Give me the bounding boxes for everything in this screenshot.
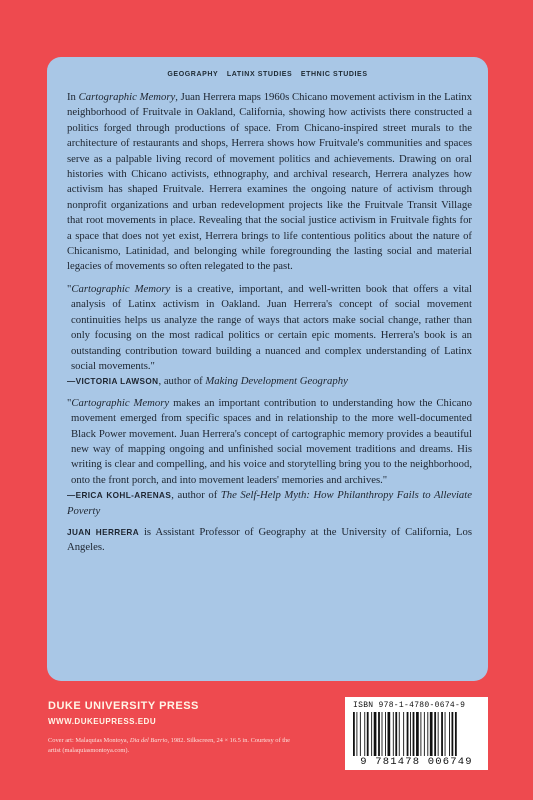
blurb-kohl-arenas-attribution bbox=[67, 488, 472, 519]
blurb-lawson-author: —VICTORIA LAWSON bbox=[67, 377, 159, 387]
panel-body bbox=[67, 90, 472, 563]
blurb-lawson-author-suffix: , author of bbox=[158, 375, 206, 388]
credit-artwork-title: Dia del Barrio bbox=[129, 737, 168, 744]
author-bio bbox=[67, 525, 472, 556]
blurb-lawson-attribution bbox=[67, 374, 472, 389]
category-list bbox=[47, 71, 488, 78]
author-bio-text: is Assistant Professor of Geography at the University of California, Los Angeles. bbox=[67, 525, 472, 554]
publisher-name: DUKE UNIVERSITY PRESS bbox=[48, 700, 199, 712]
blurb-kohl-arenas-text: makes an important contribution to understanding how the Chicano movement emerged from specific spaces and in relationship to the more well-documented Black Power movement. Juan Herrera's concept of cartographic memory provides a beautiful new way of mapping ongoing and unfinished social movement traditions and dreams. His writing is clear and compelling, and his voice and storytelling bring you to the neighborhood, onto the front porch, and into movement leaders' memories and archives." bbox=[71, 396, 472, 486]
blurb-lawson-author-book: Making Development Geography bbox=[205, 375, 348, 388]
category-geography: GEOGRAPHY bbox=[167, 71, 219, 78]
isbn-barcode bbox=[345, 697, 488, 770]
blurb-kohl-arenas-quote: "Cartographic Memory makes an important contribution to understanding how the Chicano movement emerged from specific spaces and in relationship to the more well-documented Black Power movement. Juan Herrera's concept of cartographic memory provides a beautiful new way of mapping ongoing and unfinished social movement traditions and dreams. His writing is clear and compelling, and his voice and storytelling bring you to the neighborhood, onto the front porch, and into movement leaders' memories and archives." bbox=[67, 396, 472, 486]
credit-prefix: Cover art: Malaquias Montoya, bbox=[48, 737, 130, 744]
text-panel bbox=[47, 57, 488, 681]
category-latinx-studies: LATINX STUDIES bbox=[226, 71, 293, 78]
blurb-lawson bbox=[67, 282, 472, 390]
blurb-lawson-book-title: Cartographic Memory bbox=[71, 282, 171, 295]
category-ethnic-studies: ETHNIC STUDIES bbox=[300, 71, 368, 78]
description-book-title: Cartographic Memory bbox=[78, 91, 176, 103]
credit-suffix: , 1982. Silkscreen, 24 × 16.5 in. Courtesy of the artist (malaquiasmontoya.com). bbox=[48, 737, 290, 754]
isbn-number: 9 781478 006749 bbox=[360, 756, 473, 768]
blurb-kohl-arenas-book-title: Cartographic Memory bbox=[71, 396, 170, 409]
publisher-website[interactable]: WWW.DUKEUPRESS.EDU bbox=[48, 717, 157, 726]
blurb-lawson-quote: "Cartographic Memory is a creative, important, and well-written book that offers a vital analysis of Latinx activism in Oakland. Juan Herrera's concept of social movement continuities helps us analyze the range of ways that actors make social change, rather than only focusing on the most radical politics or certain epic moments. Herrera's book is an outstanding contribution toward building a nuanced and complex understanding of Latinx social movements." bbox=[67, 282, 473, 372]
blurb-kohl-arenas-author-book: The Self-Help Myth: How Philanthropy Fails to Alleviate Poverty bbox=[67, 489, 472, 517]
blurb-kohl-arenas bbox=[67, 396, 472, 519]
blurb-kohl-arenas-author-suffix: , author of bbox=[171, 489, 221, 502]
cover-art-credit bbox=[48, 736, 298, 755]
author-bio-name: JUAN HERRERA bbox=[67, 527, 140, 537]
description-paragraph bbox=[67, 90, 472, 275]
blurb-lawson-text: is a creative, important, and well-written book that offers a vital analysis of Latinx activism in Oakland. Juan Herrera's concept of social movement continuities helps us analyze the range of ways that actors make social change, rather than only focusing on the most radical politics or certain epic moments. Herrera's book is an outstanding contribution toward building a nuanced and complex understanding of Latinx social movements." bbox=[71, 282, 473, 372]
isbn-label: ISBN 978-1-4780-0674-9 bbox=[353, 701, 466, 710]
description-text: , Juan Herrera maps 1960s Chicano movement activism in the Latinx neighborhood of Fruitvale in Oakland, California, showing how activists there constructed a politics forged through productions of space. From Chicano-inspired street murals to the architecture of restaurants and shops, Herrera shows how Fruitvale's communities and spaces serve as a palpable living record of movement politics and achievements. Drawing on oral histories with Chicano activists, ethnography, and archival research, Herrera analyzes how activism has shaped Fruitvale. Herrera examines the ongoing nature of activism through nonprofit organizations and urban redevelopment projects like the Fruitvale Transit Village that root movements in place. Revealing that the social justice activism in Fruitvale fights for a space that does not yet exist, Herrera brings to life contentious politics about the nature of Chicanismo, Latinidad, and belonging while foregrounding the lasting social and material legacies of movements so often relegated to the past. bbox=[67, 91, 472, 273]
blurb-kohl-arenas-author: —ERICA KOHL-ARENAS bbox=[67, 491, 172, 501]
description-prefix: In bbox=[67, 91, 79, 103]
barcode-bars-icon bbox=[353, 712, 483, 756]
